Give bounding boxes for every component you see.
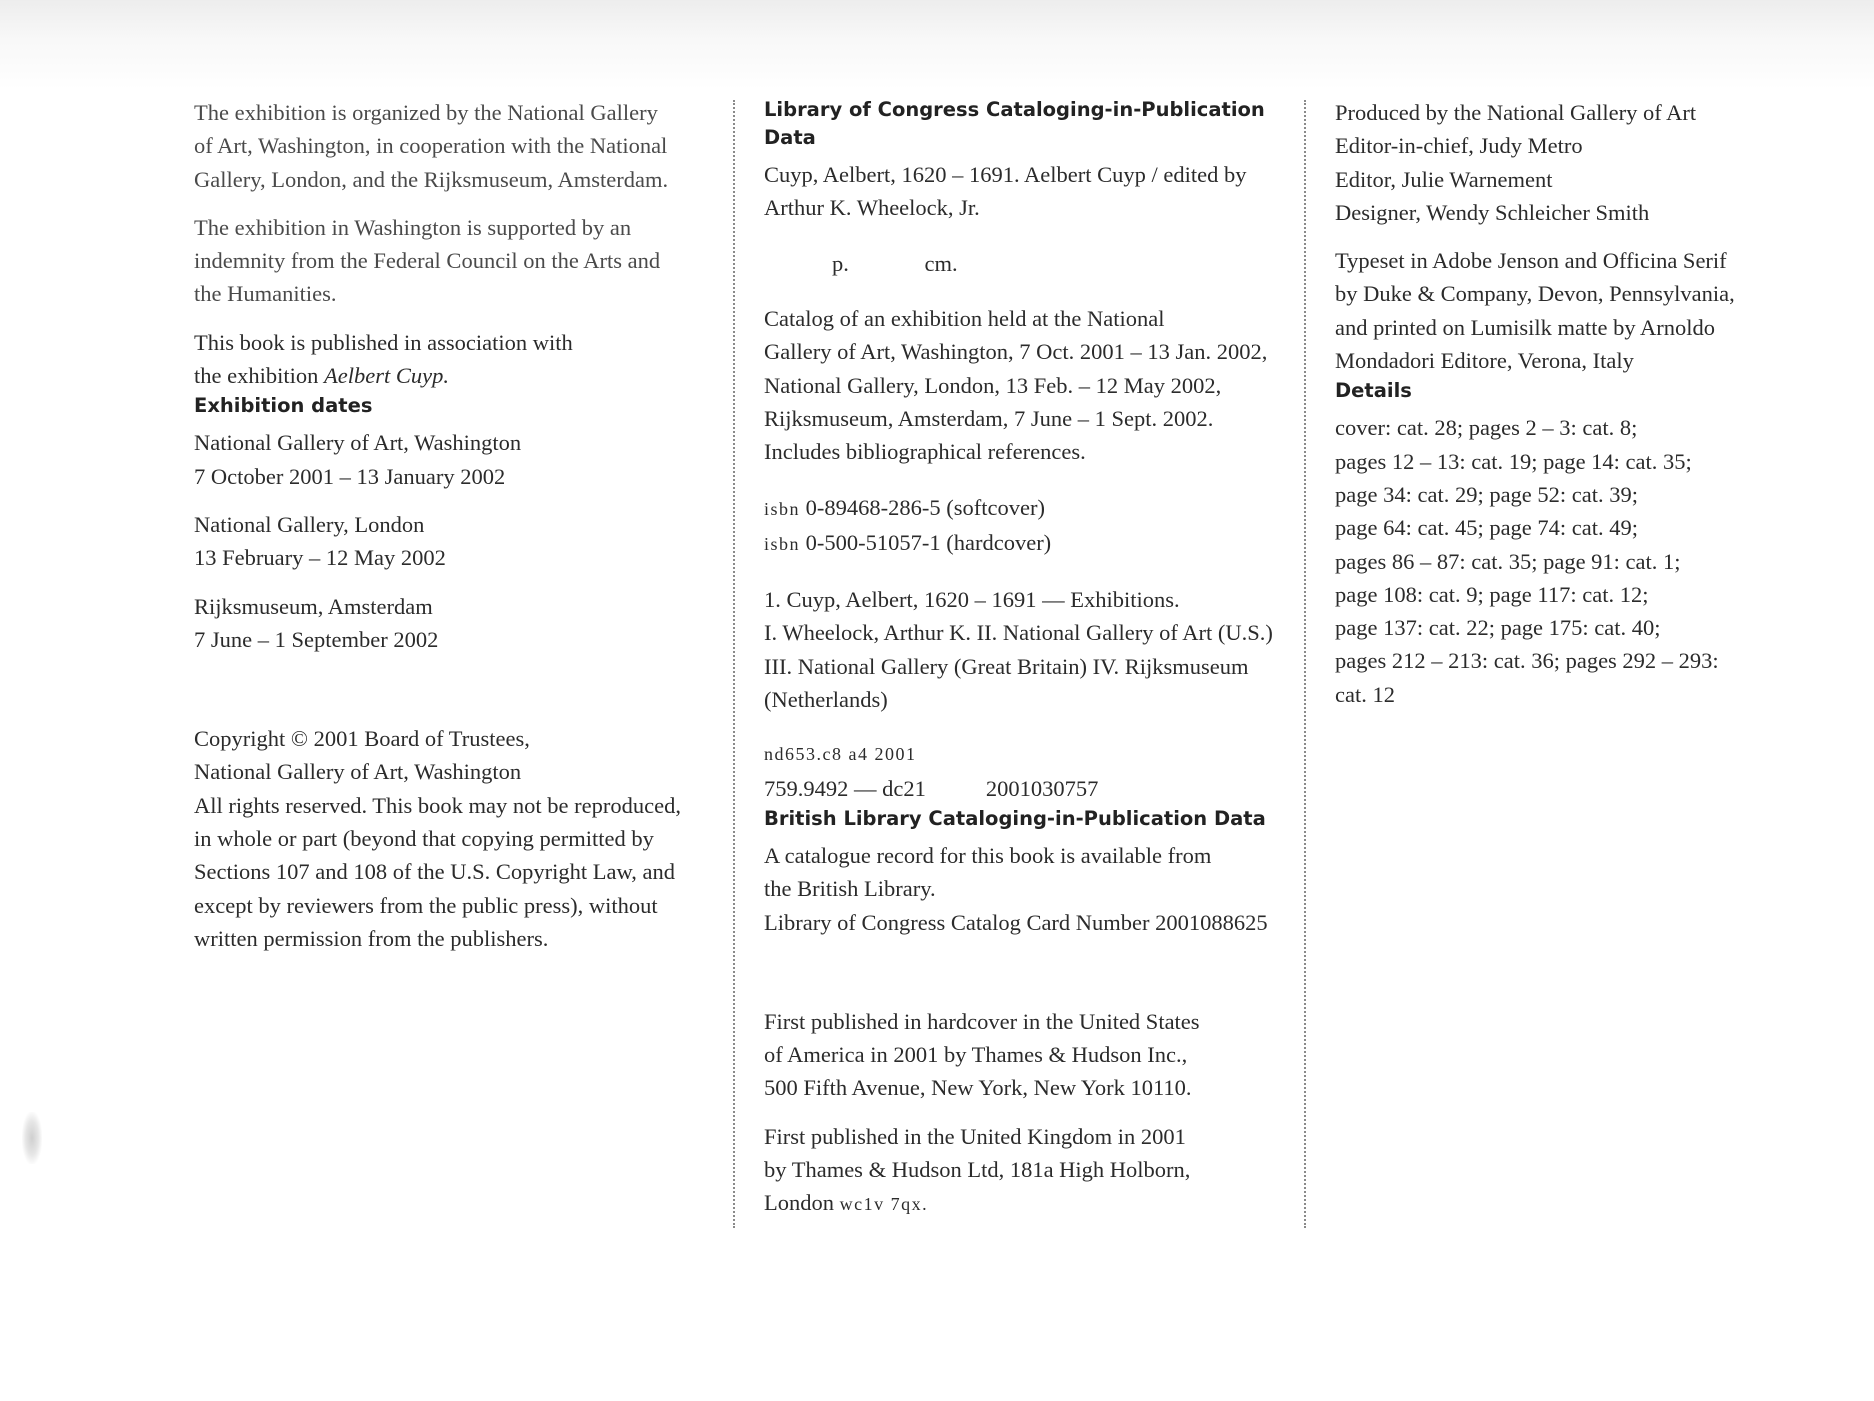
copyright-notice: Copyright © 2001 Board of Trustees, National Gallery of Art, Washington: [194, 726, 530, 785]
first-published-us: First published in hardcover in the United States of America in 2001 by Thames & Hudson Inc., 500 Fifth Avenue, New York, New York 10110.: [764, 1008, 1200, 1101]
column-cataloging-data: [764, 96, 1304, 1222]
exhibition-dates-heading: Exhibition dates: [194, 394, 373, 418]
uk-postcode: wc1v 7qx.: [839, 1194, 929, 1215]
venue-amsterdam: Rijksmuseum, Amsterdam 7 June – 1 September 2002: [194, 593, 439, 652]
column-divider-left: [733, 100, 735, 1228]
typeset-printing-note: Typeset in Adobe Jenson and Officina Serif by Duke & Company, Devon, Pennsylvania, and printed on Lumisilk matte by Arnoldo Mondadori Editore, Verona, Italy: [1335, 248, 1735, 374]
lccn-number: 2001030757: [985, 775, 1099, 801]
exhibition-title: Aelbert Cuyp.: [323, 363, 449, 389]
loc-cip-heading: Library of Congress Cataloging-in-Publication Data: [764, 98, 1265, 149]
illustration-details: cover: cat. 28; pages 2 – 3: cat. 8; pages 12 – 13: cat. 19; page 14: cat. 35; page 34: cat. 29; page 52: cat. 39; page 64: cat. 45; page 74: cat. 49; pages 86 – 87: cat. 35; page 91: cat. 1; page 108: cat. 9; page 117: cat. 12; page 137: cat. 22; page 175: cat. 40; pages 212 – 213: cat. 36; pages 292 – 293: cat. 12: [1335, 415, 1719, 707]
bl-cip-heading: British Library Cataloging-in-Publication Data: [764, 806, 1266, 830]
loc-pages-abbrev: p.: [832, 250, 849, 276]
association-text: This book is published in association with the exhibition: [194, 329, 573, 389]
isbn-label: isbn: [764, 498, 801, 519]
loc-main-entry: Cuyp, Aelbert, 1620 – 1691. Aelbert Cuyp / edited by Arthur K. Wheelock, Jr.: [764, 162, 1247, 221]
isbn-hardcover: [764, 526, 1304, 561]
association-statement: [194, 326, 714, 393]
isbn-softcover-number: 0-89468-286-5 (softcover): [805, 494, 1045, 520]
first-published-uk: [764, 1120, 1304, 1222]
venue-london: National Gallery, London 13 February – 12 May 2002: [194, 511, 446, 571]
scan-smudge: [22, 1112, 42, 1164]
column-divider-right: [1304, 100, 1306, 1228]
production-credits: Produced by the National Gallery of Art Editor-in-chief, Judy Metro Editor, Julie Warnement Designer, Wendy Schleicher Smith: [1335, 100, 1697, 225]
organizer-statement: The exhibition is organized by the National Gallery of Art, Washington, in cooperation with the National Gallery, London, and the Rijksmuseum, Amsterdam.: [194, 100, 669, 192]
subject-headings: 1. Cuyp, Aelbert, 1620 – 1691 — Exhibitions. I. Wheelock, Arthur K. II. National Gallery of Art (U.S.) III. National Gallery (Great Britain) IV. Rijksmuseum (Netherlands): [764, 587, 1273, 713]
isbn-softcover: [764, 491, 1304, 526]
call-number: nd653.c8 a4 2001: [764, 744, 917, 765]
loc-cm-abbrev: cm.: [924, 250, 958, 276]
venue-washington: National Gallery of Art, Washington 7 October 2001 – 13 January 2002: [194, 430, 522, 489]
first-published-uk-text: First published in the United Kingdom in 2001 by Thames & Hudson Ltd, 181a High Holborn, London: [764, 1123, 1191, 1216]
loc-physical-description: [764, 247, 1304, 280]
bl-cip-text: A catalogue record for this book is available from the British Library. Library of Congress Catalog Card Number 2001088625: [764, 842, 1268, 935]
column-exhibition-info: [194, 96, 714, 955]
support-statement: The exhibition in Washington is supported by an indemnity from the Federal Council on the Arts and the Humanities.: [194, 214, 661, 307]
dewey-number: 759.9492 — dc21: [764, 775, 926, 801]
rights-notice: All rights reserved. This book may not be reproduced, in whole or part (beyond that copying permitted by Sections 107 and 108 of the U.S. Copyright Law, and except by reviewers from the public press), without written permission from the publishers.: [194, 792, 681, 951]
catalog-note: Catalog of an exhibition held at the National Gallery of Art, Washington, 7 Oct. 2001 – 13 Jan. 2002, National Gallery, London, 13 Feb. – 12 May 2002, Rijksmuseum, Amsterdam, 7 June – 1 Sept. 2002. Includes bibliographical references.: [764, 306, 1268, 465]
isbn-hardcover-number: 0-500-51057-1 (hardcover): [805, 529, 1052, 555]
classification-line: [764, 772, 1304, 805]
isbn-label: isbn: [764, 533, 801, 554]
column-production-credits: [1335, 96, 1795, 711]
details-heading: Details: [1335, 379, 1412, 403]
